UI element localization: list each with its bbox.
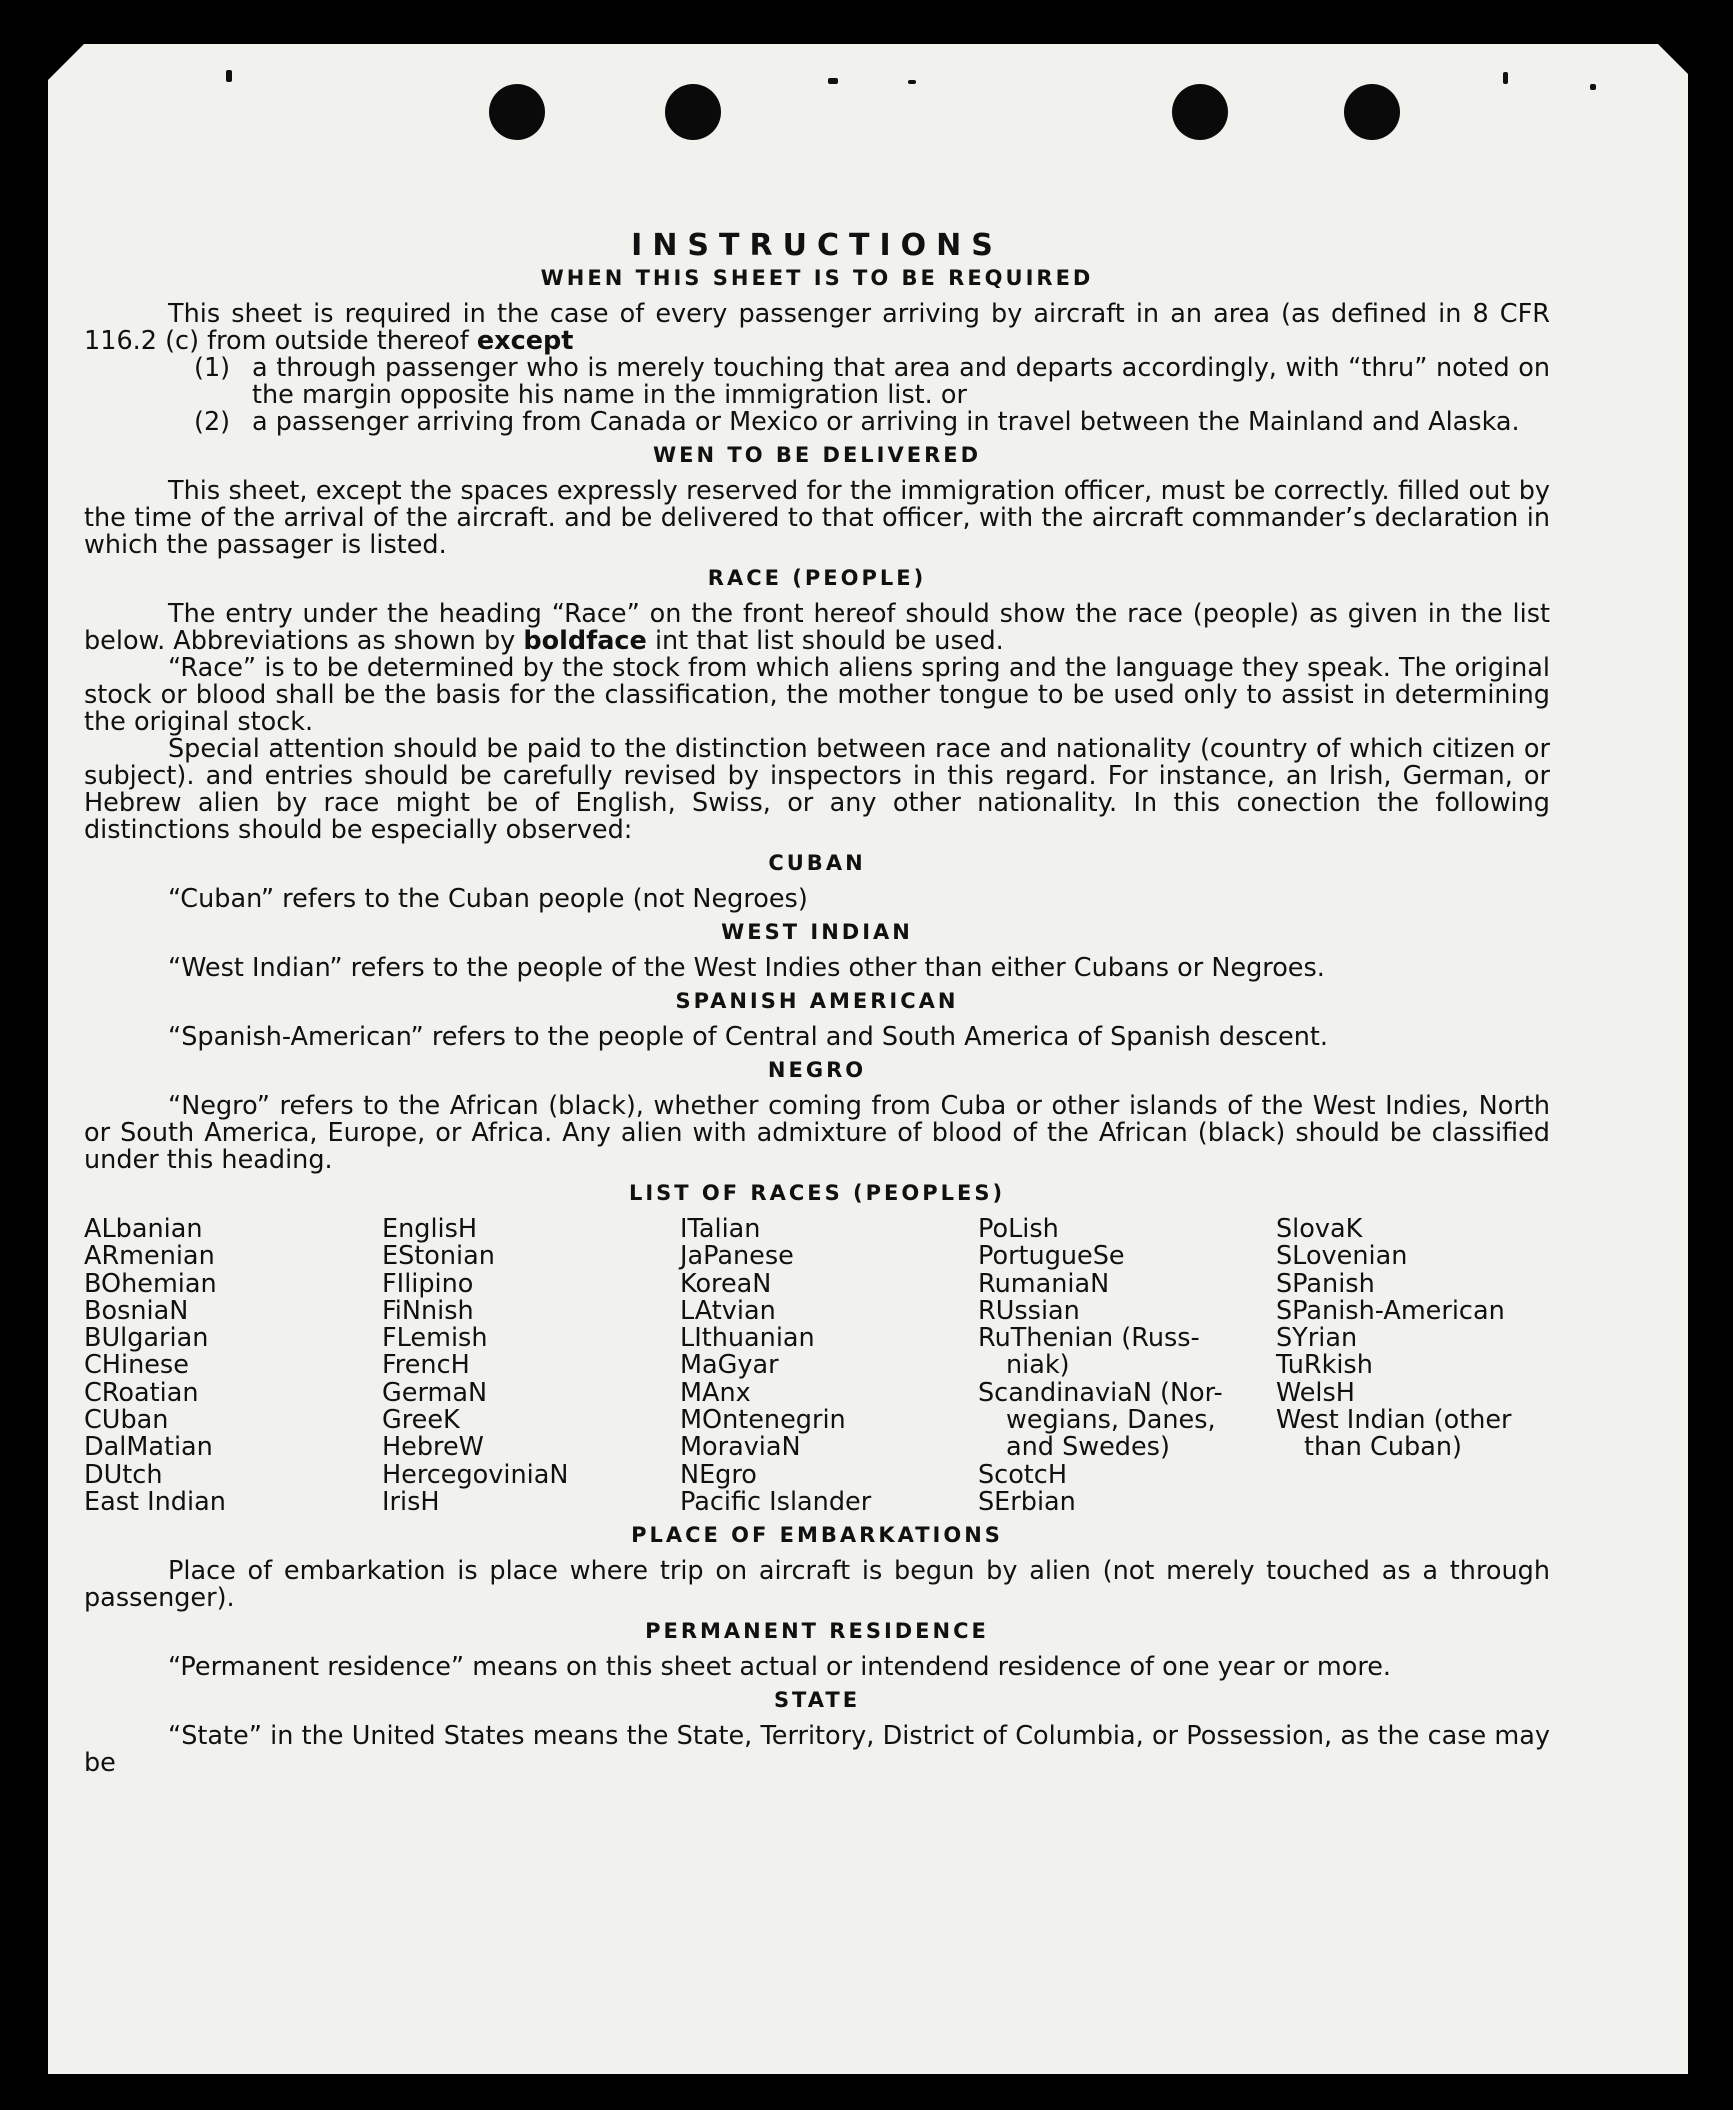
race-entry: ALbanian [84, 1214, 203, 1244]
race-entry: JaPanese [680, 1241, 794, 1272]
race-entry: FIlipino [382, 1268, 474, 1299]
page-title: INSTRUCTIONS [631, 228, 1003, 263]
section-heading: WHEN THIS SHEET IS TO BE REQUIRED [540, 266, 1094, 290]
required-intro: This sheet is required in the case of every passenger arriving by aircraft in an area (as defined in 8 CFR 116.2 (c) from outside thereof except [84, 299, 1550, 356]
race-entry: SPanish [1276, 1268, 1375, 1299]
section-heading: SPANISH AMERICAN [675, 989, 959, 1013]
race-entry: SLovenian [1276, 1241, 1408, 1272]
race-entry: ARmenian [84, 1241, 215, 1272]
race-entry: NEgro [680, 1459, 757, 1490]
races-column [680, 1216, 978, 1516]
item-text: a through passenger who is merely touching that area and departs accordingly, with “thru” noted on the margin opposite his name in the immigration list. or [252, 353, 1550, 410]
race-entry: East Indian [84, 1486, 226, 1517]
section-heading: WEN TO BE DELIVERED [652, 443, 982, 467]
state-text: “State” in the United States means the State, Territory, District of Columbia, or Possession, as the case may be [84, 1721, 1550, 1779]
ink-speck [1503, 72, 1508, 84]
punch-hole [665, 84, 721, 140]
race-entry: KoreaN [680, 1268, 772, 1299]
race-paragraph-1: The entry under the heading “Race” on the front hereof should show the race (people) as given in the list below. Abbreviations as shown by boldface int that list should be used. [84, 599, 1550, 656]
ink-speck [1590, 84, 1596, 90]
race-entry: ScandinaviaN (Nor- [978, 1377, 1223, 1408]
race-entry: RUssian [978, 1295, 1080, 1326]
race-entry: FLemish [382, 1323, 488, 1354]
race-entry: TuRkish [1276, 1350, 1373, 1381]
race-entry: SErbian [978, 1486, 1076, 1517]
item-number: (2) [194, 407, 231, 437]
section-heading: RACE (PEOPLE) [707, 566, 927, 590]
race-entry: RuThenian (Russ- [978, 1323, 1200, 1354]
except-bold: except [476, 326, 574, 356]
race-entry: than Cuban) [1304, 1432, 1462, 1463]
list-item [84, 355, 1550, 409]
races-list [84, 1216, 1550, 1516]
ink-speck [828, 78, 838, 84]
race-entry: DUtch [84, 1459, 163, 1490]
race-entry: RumaniaN [978, 1268, 1110, 1299]
races-column [84, 1216, 382, 1516]
section-heading: WEST INDIAN [721, 920, 913, 944]
race-entry: PortugueSe [978, 1241, 1125, 1272]
race-entry: niak) [1006, 1350, 1070, 1381]
section-heading: CUBAN [768, 851, 866, 875]
section-heading: LIST OF RACES (PEOPLES) [628, 1181, 1006, 1205]
race-entry: FiNnish [382, 1295, 474, 1326]
section-heading: NEGRO [767, 1058, 867, 1082]
race-entry: SlovaK [1276, 1214, 1363, 1244]
negro-text: “Negro” refers to the African (black), whether coming from Cuba or other islands of the West Indies, North or South America, Europe, or Africa. Any alien with admixture of blood of the African (black) should be classified under this heading. [84, 1091, 1550, 1175]
race-entry: MOntenegrin [680, 1405, 846, 1436]
race-entry: and Swedes) [1006, 1432, 1170, 1463]
ink-speck [908, 80, 916, 84]
race-paragraph-3: Special attention should be paid to the distinction between race and nationality (country of which citizen or subject). and entries should be carefully revised by inspectors in this regard. For instance, an Irish, German, or Hebrew alien by race might be of English, Swiss, or any other nationality. In this conection the following distinctions should be especially observed: [84, 734, 1550, 845]
instructions-content [84, 190, 1550, 1777]
race-entry: GermaN [382, 1377, 488, 1408]
race-entry: West Indian (other [1276, 1405, 1512, 1436]
cuban-text: “Cuban” refers to the Cuban people (not Negroes) [168, 884, 808, 914]
residence-text: “Permanent residence” means on this sheet actual or intendend residence of one year or more. [168, 1652, 1392, 1683]
spanish-american-text: “Spanish-American” refers to the people of Central and South America of Spanish descent. [168, 1022, 1329, 1052]
punch-hole [1344, 84, 1400, 140]
punch-hole [1172, 84, 1228, 140]
race-entry: wegians, Danes, [1006, 1405, 1216, 1436]
race-entry: BosniaN [84, 1295, 189, 1326]
delivered-text: This sheet, except the spaces expressly reserved for the immigration officer, must be correctly. filled out by the time of the arrival of the aircraft. and be delivered to that officer, with the aircraft commander’s declaration in which the passager is listed. [84, 476, 1550, 560]
race-entry: HebreW [382, 1432, 484, 1463]
item-text: a passenger arriving from Canada or Mexico or arriving in travel between the Mainland and Alaska. [252, 407, 1520, 437]
west-indian-text: “West Indian” refers to the people of the West Indies other than either Cubans or Negroes. [168, 953, 1325, 983]
race-entry: ITalian [680, 1214, 761, 1244]
race-entry: LAtvian [680, 1295, 776, 1326]
boldface-word: boldface [523, 626, 647, 656]
section-heading: STATE [773, 1688, 861, 1713]
race-entry: WelsH [1276, 1377, 1355, 1408]
race-entry: CUban [84, 1405, 169, 1436]
section-heading: PLACE OF EMBARKATIONS [631, 1523, 1003, 1548]
race-entry: SPanish-American [1276, 1295, 1505, 1326]
section-heading: PERMANENT RESIDENCE [645, 1619, 989, 1644]
ink-speck [226, 70, 232, 82]
race-entry: MaGyar [680, 1350, 779, 1381]
race-entry: DalMatian [84, 1432, 213, 1463]
race-entry: CRoatian [84, 1377, 199, 1408]
race-entry: LIthuanian [680, 1323, 815, 1354]
race-entry: FrencH [382, 1350, 470, 1381]
punch-hole [489, 84, 545, 140]
race-entry: CHinese [84, 1350, 189, 1381]
document-sheet [48, 44, 1688, 2074]
race-entry: EnglisH [382, 1214, 478, 1244]
races-column [382, 1216, 680, 1516]
embarkation-text: Place of embarkation is place where trip on aircraft is begun by alien (not merely touched as a through passenger). [84, 1556, 1550, 1614]
race-entry: MoraviaN [680, 1432, 801, 1463]
races-column [978, 1216, 1276, 1516]
race-entry: ScotcH [978, 1459, 1068, 1490]
races-column [1276, 1216, 1556, 1516]
race-entry: BUlgarian [84, 1323, 209, 1354]
race-entry: PoLish [978, 1214, 1059, 1244]
race-entry: BOhemian [84, 1268, 217, 1299]
list-item [84, 409, 1550, 436]
race-entry: Pacific Islander [680, 1486, 872, 1517]
race-entry: EStonian [382, 1241, 495, 1272]
item-number: (1) [194, 353, 231, 383]
race-entry: SYrian [1276, 1323, 1358, 1354]
race-entry: GreeK [382, 1405, 460, 1436]
race-entry: HercegoviniaN [382, 1459, 569, 1490]
race-entry: IrisH [382, 1486, 440, 1517]
race-paragraph-2: “Race” is to be determined by the stock from which aliens spring and the language they speak. The original stock or blood shall be the basis for the classification, the mother tongue to be used only to assist in determining the original stock. [84, 653, 1550, 737]
race-entry: MAnx [680, 1377, 751, 1408]
